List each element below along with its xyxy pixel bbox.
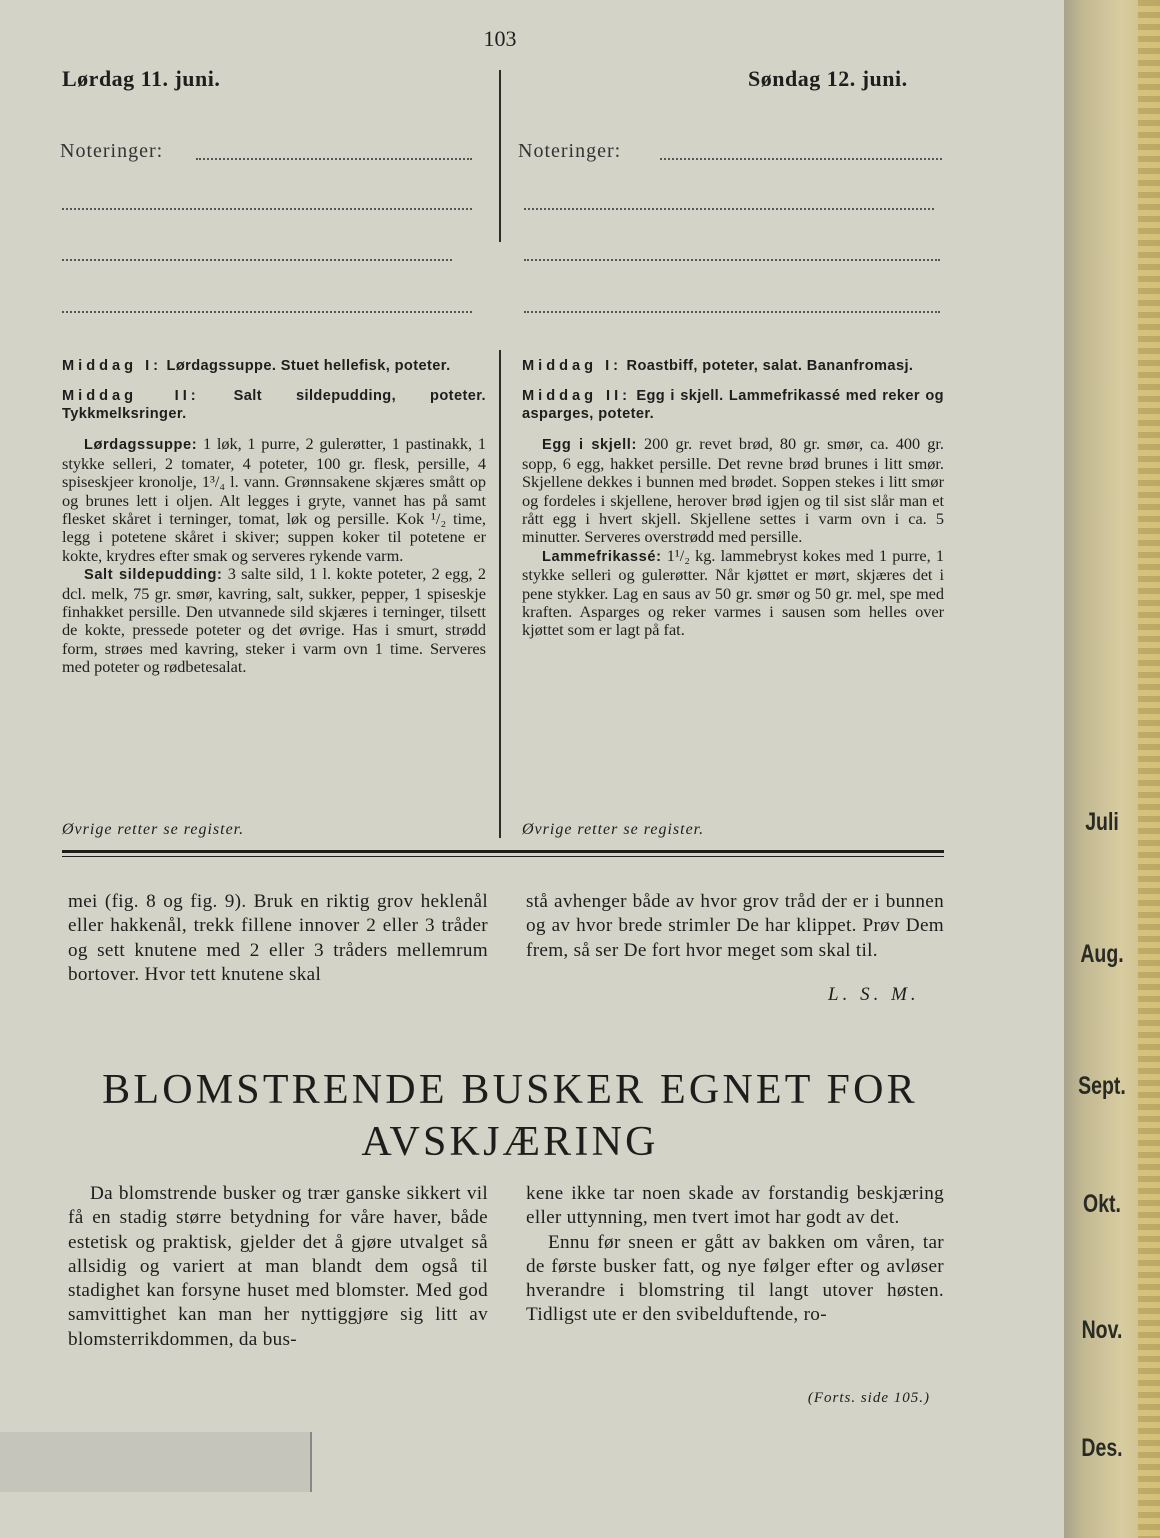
- article-headline-line-2: AVSKJÆRING: [361, 1119, 659, 1165]
- section-rule-thin: [62, 856, 944, 857]
- article-body-right: [526, 1182, 944, 1328]
- notes-line[interactable]: [524, 311, 940, 313]
- column-divider-top: [499, 70, 501, 242]
- section-rule: [62, 850, 944, 853]
- notes-label-right: Noteringer:: [518, 140, 622, 162]
- month-tab-nov[interactable]: Nov.: [1081, 1316, 1123, 1344]
- article-body-left: [68, 1182, 488, 1352]
- author-signature: L. S. M.: [828, 984, 920, 1005]
- column-divider-bottom: [499, 350, 501, 838]
- recipe-salt-sildepudding: Salt sildepudding: 3 salte sild, 1 l. kokte poteter, 2 egg, 2 dcl. melk, 75 gr. smør, kavring, salt, sukker, pepper, 1 spiseskje finhakket persille. Den utvannede sild skjæres i terninger, tilsett de kokte, pressede poteter og det øvrige. Has i smurt, strødd form, strøes med kavring, steker i varm ovn 1 time. Serveres med poteter og rødbetesalat.: [62, 564, 486, 677]
- book-spine-binding: [1138, 0, 1160, 1538]
- middag-2-entry: Middag II: Salt sildepudding, poteter. Tykkmelksringer.: [62, 387, 486, 422]
- article-paragraph: kene ikke tar noen skade av forstandig beskjæring eller uttynning, men tvert imot har godt av det.: [526, 1183, 944, 1229]
- page-number: 103: [483, 26, 517, 51]
- article-paragraph: Da blomstrende busker og trær ganske sikkert vil få en stadig større betydning for våre haver, både estetisk og praktisk, gjelder det å gjøre utvalget så allsidig og variert at man blandt dem også til stadighet kan forsyne huset med blomster. Med god samvittighet kan man her nyttiggjøre sig litt av blomsterrikdommen, da bus-: [68, 1183, 488, 1350]
- notes-line[interactable]: [62, 311, 472, 313]
- recipe-lordagssuppe: Lørdagssuppe: 1 løk, 1 purre, 2 gulerøtter, 1 pastinakk, 1 stykke selleri, 2 tomater, 4 poteter, 100 gr. flesk, persille, 4 spiseskjeer kronolje, 1³/₄ l. vann. Grønnsakene skjæres smått op og brunes lett i oljen. Alt legges i gryte, vannet has på samt flesket skåret i terninger, tomat, løk og persille. Kok ¹/₂ time, legg i potetene skåret i skiver; suppen koker til potetene er kokte, krydres efter smak og serveres rykende varm.: [62, 434, 486, 565]
- middag-1-entry: Middag I: Lørdagssuppe. Stuet hellefisk, poteter.: [62, 358, 451, 374]
- day-heading-saturday: Lørdag 11. juni.: [62, 66, 221, 91]
- notes-label-left: Noteringer:: [60, 140, 164, 162]
- notes-line[interactable]: [524, 259, 940, 261]
- recipe-lammefrikasse: Lammefrikassé: 1¹/₂ kg. lammebryst kokes med 1 purre, 1 stykke selleri og gulerøtter. Når kjøttet er mørt, skjæres det i pene stykker. Lag en saus av 50 gr. smør og 50 gr. mel, spe med kraften. Asparges og reker varmes i sausen som helles over kjøttet som er lagt på fat.: [522, 545, 944, 640]
- sunday-menu-column: [522, 358, 944, 640]
- month-tab-des[interactable]: Des.: [1081, 1434, 1123, 1462]
- article-headline-line-1: BLOMSTRENDE BUSKER EGNET FOR: [102, 1067, 918, 1113]
- article-paragraph: Ennu før sneen er gått av bakken om våren, tar de første busker fatt, og nye følger efter og avløser hverandre i blomstring til langt utover høsten. Tidligst ute er den svibelduftende, ro-: [526, 1231, 944, 1326]
- month-tab-juli[interactable]: Juli: [1085, 808, 1119, 836]
- article-continuation-left: mei (fig. 8 og fig. 9). Bruk en riktig grov heklenål eller hakkenål, trekk fillene innover 2 eller 3 tråder og sett knutene med 2 eller 3 tråders mellemrum bortover. Hvor tett knutene skal: [68, 891, 488, 985]
- notes-line[interactable]: [524, 208, 934, 210]
- month-tab-okt[interactable]: Okt.: [1083, 1190, 1121, 1218]
- register-note-left: Øvrige retter se register.: [62, 821, 245, 838]
- recipe-egg-i-skjell: Egg i skjell: 200 gr. revet brød, 80 gr. smør, ca. 400 gr. sopp, 6 egg, hakket persille. Det revne brød brunes i litt smør. Skjellene dekkes i bunnen med brødet. Soppen stekes i litt smør og fordeles i skjellene, herover brød igjen og til sist slår man et rått egg i hvert skjell. Skjellene settes i varm ovn i ca. 5 minutter. Serveres overstrødd med persille.: [522, 434, 944, 547]
- month-tab-sept[interactable]: Sept.: [1078, 1072, 1126, 1100]
- library-stamp-patch: [0, 1432, 312, 1492]
- notes-line[interactable]: [660, 158, 942, 160]
- middag-1-entry: Middag I: Roastbiff, poteter, salat. Bananfromasj.: [522, 358, 914, 374]
- day-heading-sunday: Søndag 12. juni.: [748, 66, 908, 91]
- register-note-right: Øvrige retter se register.: [522, 821, 705, 838]
- notes-line[interactable]: [196, 158, 472, 160]
- month-tab-aug[interactable]: Aug.: [1080, 940, 1124, 968]
- notes-line[interactable]: [62, 259, 452, 261]
- saturday-menu-column: [62, 358, 486, 677]
- middag-2-entry: Middag II: Egg i skjell. Lammefrikassé med reker og asparges, poteter.: [522, 387, 944, 422]
- thumb-index-edge: [1064, 0, 1160, 1538]
- notes-line[interactable]: [62, 208, 472, 210]
- continued-note: (Forts. side 105.): [807, 1390, 930, 1406]
- article-continuation-right: stå avhenger både av hvor grov tråd der er i bunnen og av hvor brede strimler De har klippet. Prøv Dem frem, så ser De fort hvor meget som skal til.: [526, 891, 944, 961]
